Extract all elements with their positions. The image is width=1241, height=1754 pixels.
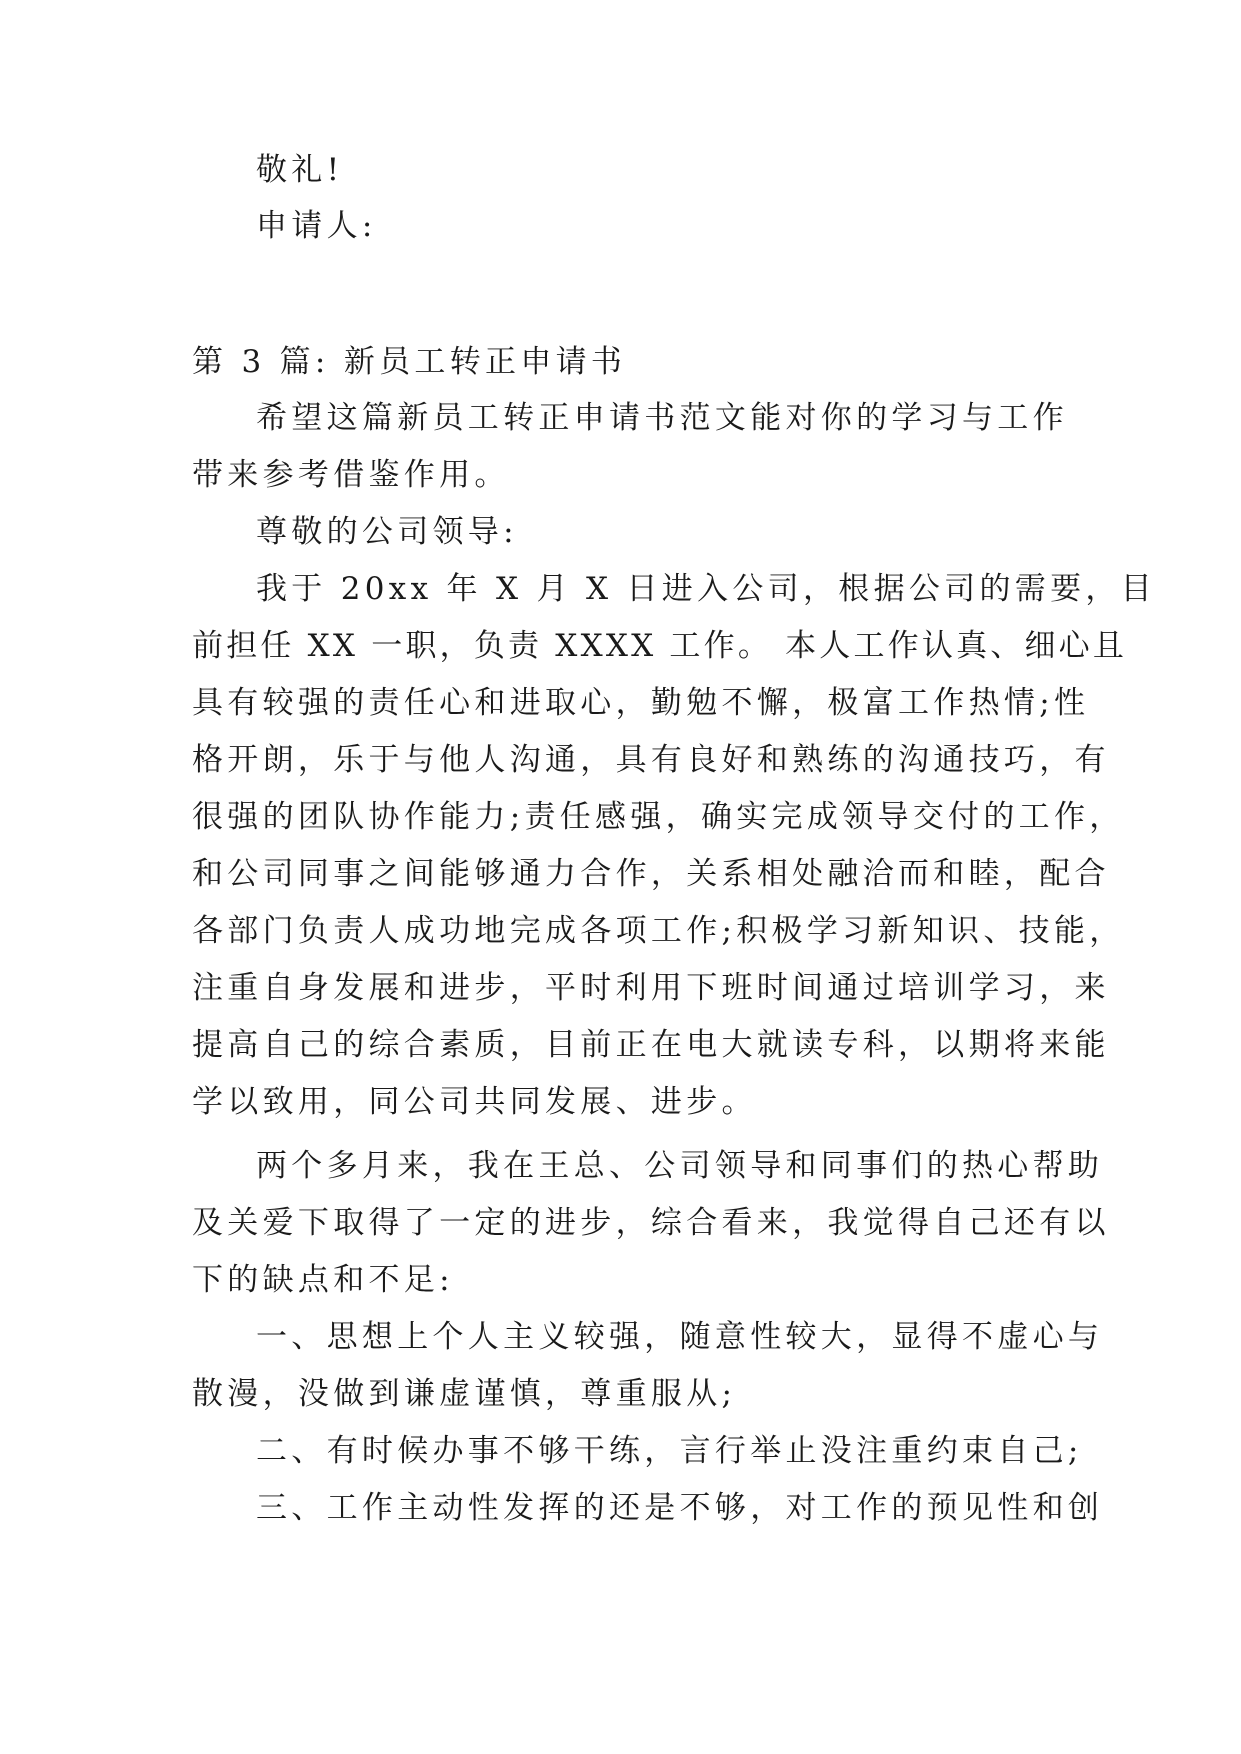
paragraph-line: 学以致用，同公司共同发展、进步。 bbox=[192, 1084, 757, 1120]
paragraph-line: 各部门负责人成功地完成各项工作;积极学习新知识、技能， bbox=[192, 913, 1125, 949]
paragraph-line: 下的缺点和不足: bbox=[192, 1262, 454, 1298]
list-item: 一、思想上个人主义较强，随意性较大，显得不虚心与 bbox=[256, 1319, 1104, 1355]
closing-salute: 敬礼! bbox=[256, 152, 344, 188]
paragraph-line: 两个多月来，我在王总、公司领导和同事们的热心帮助 bbox=[256, 1148, 1104, 1184]
intro-line: 希望这篇新员工转正申请书范文能对你的学习与工作 bbox=[256, 400, 1068, 436]
paragraph-line: 前担任 XX 一职，负责 XXXX 工作。 本人工作认真、细心且 bbox=[192, 628, 1128, 664]
paragraph-line: 注重自身发展和进步，平时利用下班时间通过培训学习，来 bbox=[192, 970, 1110, 1006]
paragraph-line: 及关爱下取得了一定的进步，综合看来，我觉得自己还有以 bbox=[192, 1205, 1110, 1241]
greeting: 尊敬的公司领导: bbox=[256, 514, 518, 550]
paragraph-line: 很强的团队协作能力;责任感强，确实完成领导交付的工作， bbox=[192, 799, 1125, 835]
paragraph-line: 格开朗，乐于与他人沟通，具有良好和熟练的沟通技巧，有 bbox=[192, 742, 1110, 778]
list-item: 二、有时候办事不够干练，言行举止没注重约束自己; bbox=[256, 1433, 1083, 1469]
paragraph-line: 我于 20xx 年 X 月 X 日进入公司，根据公司的需要，目 bbox=[256, 571, 1156, 607]
intro-line: 带来参考借鉴作用。 bbox=[192, 457, 510, 493]
paragraph-line: 具有较强的责任心和进取心，勤勉不懈，极富工作热情;性 bbox=[192, 685, 1090, 721]
section-heading: 第 3 篇: 新员工转正申请书 bbox=[192, 344, 627, 380]
closing-applicant: 申请人: bbox=[256, 208, 377, 244]
paragraph-line: 和公司同事之间能够通力合作，关系相处融洽而和睦，配合 bbox=[192, 856, 1110, 892]
list-item: 三、工作主动性发挥的还是不够，对工作的预见性和创 bbox=[256, 1490, 1104, 1526]
paragraph-line: 提高自己的综合素质，目前正在电大就读专科，以期将来能 bbox=[192, 1027, 1110, 1063]
list-item: 散漫，没做到谦虚谨慎，尊重服从; bbox=[192, 1376, 737, 1412]
